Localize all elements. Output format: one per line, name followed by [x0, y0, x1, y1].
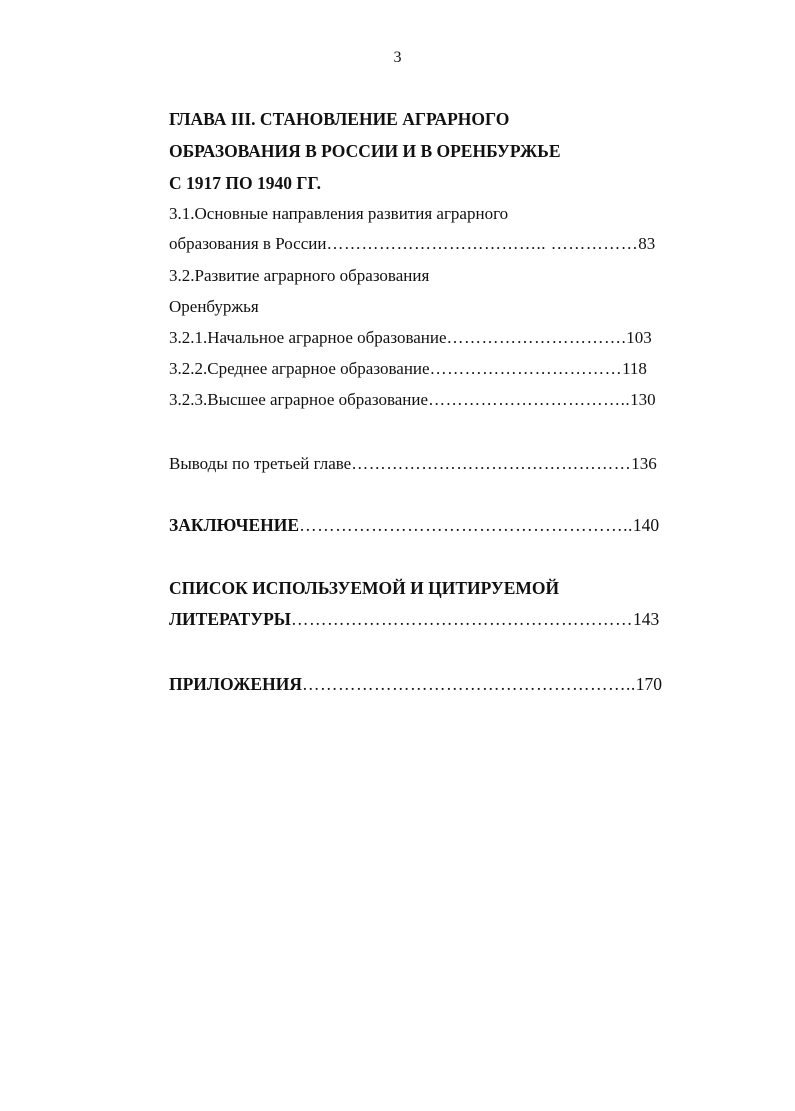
dot-leader: …………………………… — [429, 359, 623, 378]
entry-title: 3.2.2.Среднее аграрное образование — [169, 359, 430, 378]
entry-title: ПРИЛОЖЕНИЯ — [169, 674, 302, 694]
entry-title: ЗАКЛЮЧЕНИЕ — [169, 515, 300, 535]
page-ref: 130 — [630, 390, 656, 409]
dot-leader: …………………………. — [446, 328, 627, 347]
toc-entry-chapter-3-conclusions[interactable] — [169, 453, 683, 475]
page-ref: 103 — [626, 328, 652, 347]
page-number: 3 — [393, 49, 402, 66]
dot-leader: ………………………………………… — [351, 454, 632, 473]
entry-title: 3.2.3.Высшее аграрное образование — [169, 390, 429, 409]
dot-leader: ……………………………….. …………… — [326, 234, 639, 253]
page-ref: 143 — [632, 609, 660, 629]
page-ref: 83 — [638, 234, 656, 253]
page-ref: 136 — [631, 454, 657, 473]
toc-entry-3-1[interactable] — [169, 233, 683, 255]
dot-leader: ……………………………………………….. — [301, 674, 636, 694]
section-3-2-title-line-2: Оренбуржья — [169, 297, 259, 316]
dot-leader: ………………………………………………… — [290, 609, 633, 629]
dot-leader: …………………………….. — [428, 390, 631, 409]
chapter-title-line-1: ГЛАВА III. СТАНОВЛЕНИЕ АГРАРНОГО — [169, 109, 510, 129]
toc-entry-appendices[interactable] — [169, 673, 683, 695]
entry-title: ЛИТЕРАТУРЫ — [169, 609, 291, 629]
toc-entry-bibliography[interactable] — [169, 608, 683, 630]
dot-leader: ……………………………………………….. — [299, 515, 633, 535]
toc-entry-3-2-3[interactable] — [169, 389, 683, 411]
entry-title: Выводы по третьей главе — [169, 454, 352, 473]
entry-title: 3.2.1.Начальное аграрное образование — [169, 328, 447, 347]
section-3-2-title-line-1: 3.2.Развитие аграрного образования — [169, 266, 430, 285]
page-ref: 118 — [622, 359, 647, 378]
page-ref: 140 — [632, 515, 660, 535]
bibliography-title-line-1: СПИСОК ИСПОЛЬЗУЕМОЙ И ЦИТИРУЕМОЙ — [169, 578, 560, 598]
toc-entry-conclusion[interactable] — [169, 514, 683, 536]
chapter-title-line-2: ОБРАЗОВАНИЯ В РОССИИ И В ОРЕНБУРЖЬЕ — [169, 141, 561, 161]
section-3-1-title-line-1: 3.1.Основные направления развития аграрного — [169, 204, 509, 223]
section-3-1-title-line-2: образования в России — [169, 234, 327, 253]
chapter-title-line-3: С 1917 ПО 1940 ГГ. — [169, 173, 322, 193]
toc-entry-3-2-1[interactable] — [169, 327, 683, 349]
toc-entry-3-2-2[interactable] — [169, 358, 683, 380]
page-ref: 170 — [635, 674, 662, 694]
